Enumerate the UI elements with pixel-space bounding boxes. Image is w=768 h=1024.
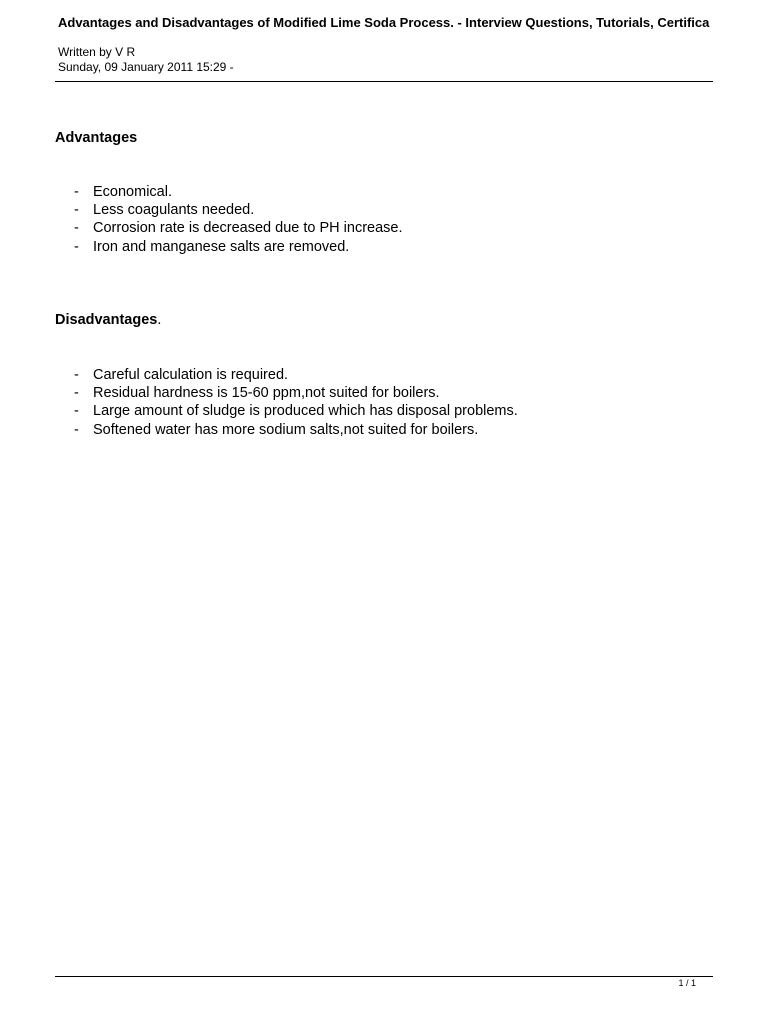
footer-divider [55,976,713,977]
list-dash: - [74,403,79,420]
list-dash: - [74,202,79,219]
article-meta [58,45,234,75]
disadvantages-heading [55,311,161,329]
list-item-text: Large amount of sludge is produced which has disposal problems. [93,403,518,420]
date-line: Sunday, 09 January 2011 15:29 - [58,60,234,74]
page-title: Advantages and Disadvantages of Modified Lime Soda Process. - Interview Questions, Tutorials, Certifica [58,15,710,30]
list-item [74,384,518,402]
author-line: Written by V R [58,45,136,59]
list-item [74,402,518,420]
list-item [74,421,518,439]
list-item-text: Softened water has more sodium salts,not suited for boilers. [93,421,479,438]
list-dash: - [74,220,79,237]
list-item [74,183,403,201]
list-item-text: Iron and manganese salts are removed. [93,238,350,255]
advantages-list [74,183,403,256]
page-number: 1 / 1 [678,978,696,988]
list-item [74,238,403,256]
list-dash: - [74,421,79,438]
list-dash: - [74,367,79,383]
disadvantages-heading-text: Disadvantages [55,312,158,328]
list-item [74,201,403,219]
list-item [74,219,403,237]
list-item-text: Corrosion rate is decreased due to PH increase. [93,220,403,237]
list-item [74,366,518,384]
header-divider [55,81,713,82]
disadvantages-list [74,366,518,439]
advantages-heading [55,129,137,147]
list-item-text: Residual hardness is 15-60 ppm,not suited for boilers. [93,385,440,402]
list-dash: - [74,184,79,200]
advantages-heading-text: Advantages [55,130,138,146]
list-item-text: Careful calculation is required. [93,367,289,383]
list-dash: - [74,238,79,255]
disadvantages-heading-period: . [157,312,162,328]
list-item-text: Economical. [93,184,172,200]
list-item-text: Less coagulants needed. [93,202,255,219]
list-dash: - [74,385,79,402]
